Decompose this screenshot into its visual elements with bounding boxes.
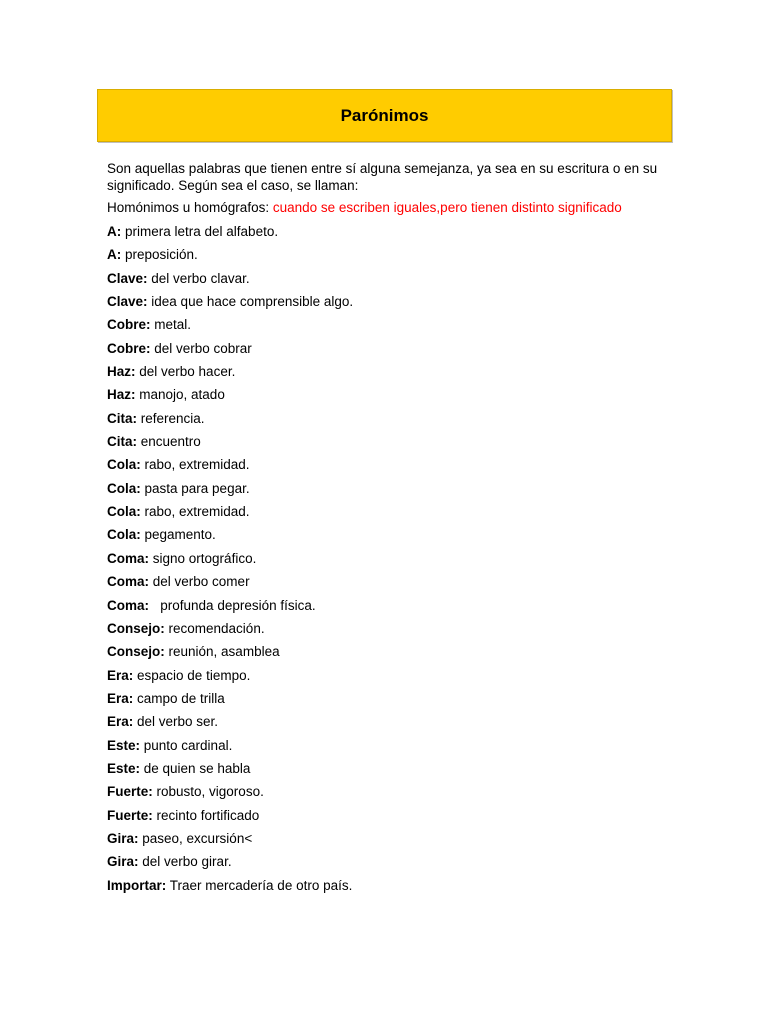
entry-term: Cita: — [107, 434, 137, 450]
entry-meaning: del verbo clavar. — [147, 270, 250, 286]
entry-term: Haz: — [107, 364, 136, 380]
entry-term: Era: — [107, 714, 134, 730]
entry-term: Coma: — [107, 597, 150, 613]
entry-meaning: rabo, extremidad. — [140, 457, 250, 473]
entry-term: Haz: — [107, 387, 136, 403]
entry-item — [107, 270, 667, 293]
entry-item — [107, 713, 667, 736]
entry-term: Cola: — [107, 504, 141, 520]
entry-item — [107, 853, 667, 876]
entry-term: Consejo: — [107, 644, 165, 660]
homonimos-definition: cuando se escriben iguales,pero tienen distinto significado — [272, 200, 622, 215]
entry-term: Gira: — [107, 854, 139, 870]
entry-meaning: encuentro — [137, 434, 201, 450]
entry-meaning: preposición. — [121, 247, 198, 263]
entry-term: A: — [107, 224, 122, 239]
entry-term: Cola: — [107, 480, 141, 496]
entry-item — [107, 667, 667, 690]
entry-meaning: espacio de tiempo. — [133, 667, 251, 683]
entry-term: Clave: — [107, 270, 148, 286]
entry-item — [107, 550, 667, 573]
entry-term: Cola: — [107, 457, 141, 473]
page-title: Parónimos — [340, 105, 429, 125]
entry-item — [107, 246, 667, 269]
entry-meaning: del verbo ser. — [133, 714, 219, 730]
entry-item — [107, 597, 667, 620]
entry-term: Cobre: — [107, 340, 151, 356]
entry-term: Coma: — [107, 574, 150, 590]
entry-item — [107, 503, 667, 526]
entry-term: Gira: — [107, 830, 139, 846]
entry-meaning: robusto, vigoroso. — [152, 784, 264, 800]
entry-item — [107, 830, 667, 853]
entry-item — [107, 363, 667, 386]
homonimos-label: Homónimos u homógrafos: — [107, 200, 273, 215]
entry-meaning: recomendación. — [164, 620, 265, 636]
entry-item — [107, 783, 667, 806]
entry-item — [107, 456, 667, 479]
entry-item — [107, 620, 667, 643]
entry-item — [107, 573, 667, 596]
entry-term: Este: — [107, 760, 141, 776]
entry-meaning: recinto fortificado — [152, 807, 260, 823]
entry-meaning: referencia. — [137, 410, 205, 426]
entry-item — [107, 223, 667, 246]
entry-term: Cobre: — [107, 317, 151, 333]
entry-meaning: paseo, excursión< — [138, 830, 253, 846]
entry-meaning: reunión, asamblea — [164, 644, 280, 660]
entry-item — [107, 316, 667, 339]
entry-meaning: pegamento. — [140, 527, 216, 543]
entry-meaning: del verbo comer — [149, 574, 250, 590]
entry-item — [107, 737, 667, 760]
entry-meaning: profunda depresión física. — [149, 597, 316, 613]
entry-meaning: idea que hace comprensible algo. — [147, 294, 354, 310]
entry-meaning: punto cardinal. — [140, 737, 233, 753]
entry-meaning: pasta para pegar. — [140, 480, 250, 496]
entry-meaning: del verbo girar. — [138, 854, 232, 870]
entry-meaning: Traer mercadería de otro país. — [166, 877, 353, 893]
entry-term: Era: — [107, 690, 134, 706]
entry-term: A: — [107, 247, 122, 263]
entry-meaning: rabo, extremidad. — [140, 504, 250, 520]
entry-item — [107, 690, 667, 713]
entry-item — [107, 340, 667, 363]
entry-term: Clave: — [107, 294, 148, 310]
title-banner — [97, 89, 672, 142]
intro-paragraph: Son aquellas palabras que tienen entre sí alguna semejanza, ya sea en su escritura o en su significado. Según sea el caso, se llaman: — [107, 161, 658, 193]
entry-meaning: del verbo cobrar — [150, 340, 252, 356]
entry-term: Coma: — [107, 550, 150, 566]
entry-term: Cola: — [107, 527, 141, 543]
entry-item — [107, 410, 667, 433]
entry-term: Este: — [107, 737, 141, 753]
entry-term: Era: — [107, 667, 134, 683]
entry-term: Cita: — [107, 410, 137, 426]
entry-meaning: campo de trilla — [133, 690, 225, 706]
entry-meaning: signo ortográfico. — [149, 550, 257, 566]
entry-item — [107, 643, 667, 666]
entry-term: Consejo: — [107, 620, 165, 636]
homonimos-line — [107, 200, 667, 216]
entry-term: Importar: — [107, 877, 167, 893]
entry-meaning: primera letra del alfabeto. — [121, 224, 279, 239]
entry-item — [107, 433, 667, 456]
entry-term: Fuerte: — [107, 807, 153, 823]
entry-item — [107, 807, 667, 830]
entry-meaning: metal. — [150, 317, 192, 333]
entry-meaning: manojo, atado — [135, 387, 225, 403]
entry-meaning: del verbo hacer. — [135, 364, 236, 380]
entry-item — [107, 480, 667, 503]
entry-term: Fuerte: — [107, 784, 153, 800]
entry-item — [107, 386, 667, 409]
entries-list — [107, 223, 667, 900]
entry-item — [107, 293, 667, 316]
entry-item — [107, 877, 667, 900]
entry-item — [107, 526, 667, 549]
entry-item — [107, 760, 667, 783]
entry-meaning: de quien se habla — [140, 760, 251, 776]
